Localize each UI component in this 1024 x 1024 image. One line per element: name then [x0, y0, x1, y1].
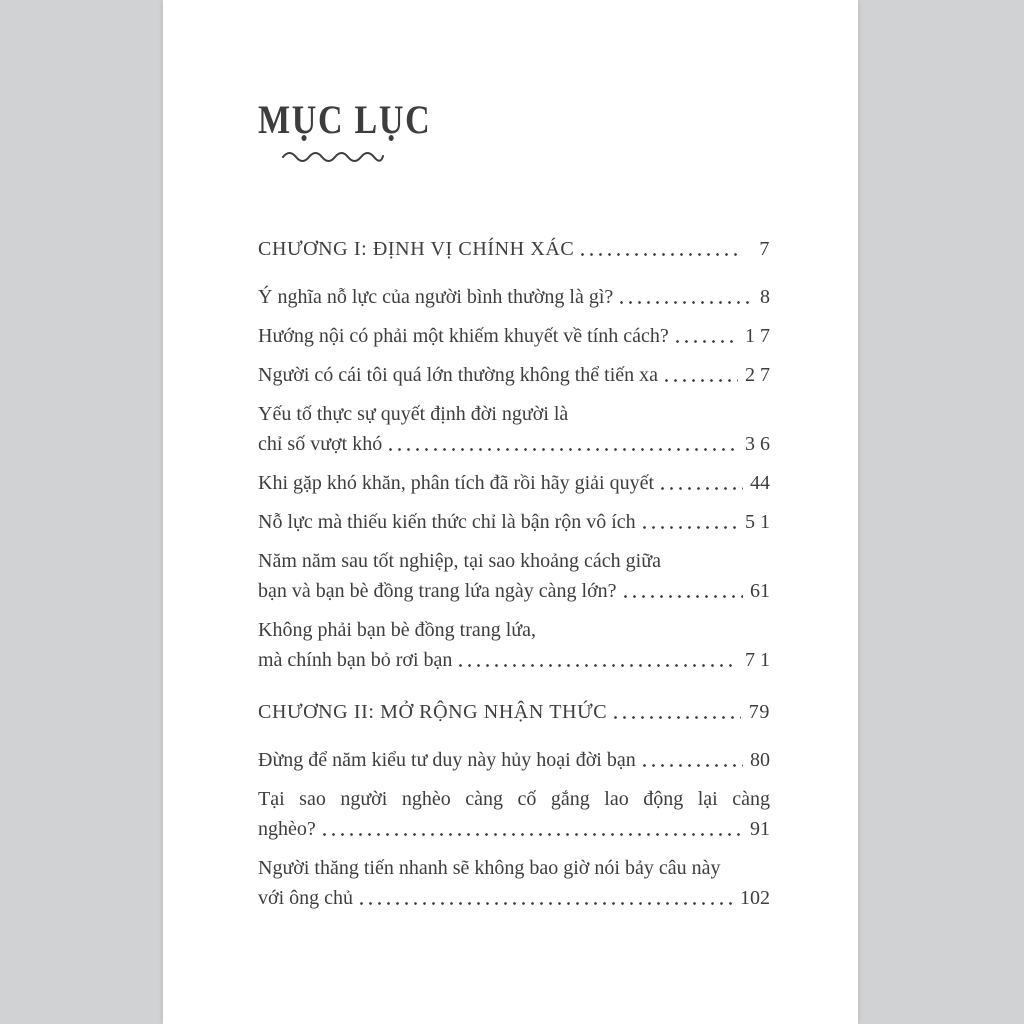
wavy-underline [280, 148, 386, 162]
dot-leader [621, 594, 743, 599]
dot-leader [611, 715, 741, 720]
page-number: 1 7 [745, 325, 770, 347]
toc-entry-text: Đừng để năm kiểu tư duy này hủy hoại đời bạn [258, 749, 636, 771]
toc-entry-last-line [258, 429, 770, 459]
toc-entry [258, 360, 770, 390]
toc-entry-last-line [258, 282, 770, 312]
toc-entry-last-line [258, 321, 770, 351]
toc-section-2 [258, 697, 770, 913]
chapter-heading [258, 234, 770, 264]
page-number: 3 6 [745, 433, 770, 455]
dot-leader [357, 901, 733, 906]
toc-entry-text: mà chính bạn bỏ rơi bạn [258, 649, 453, 671]
toc-entry [258, 784, 770, 844]
toc-entry-text: bạn và bạn bè đồng trang lứa ngày càng lớn? [258, 580, 617, 602]
toc-entry-line: Yếu tố thực sự quyết định đời người là [258, 403, 569, 425]
toc-entry-line: Tại sao người nghèo càng cố gắng lao động lại càng [258, 788, 770, 810]
page-number: 2 7 [745, 364, 770, 386]
dot-leader [658, 486, 743, 491]
toc-content [258, 98, 770, 922]
toc-entry-text: Ý nghĩa nỗ lực của người bình thường là gì? [258, 286, 614, 308]
chapter-title: CHƯƠNG II: MỞ RỘNG NHẬN THỨC [258, 701, 608, 723]
toc-entry-text: Nỗ lực mà thiếu kiến thức chỉ là bận rộn vô ích [258, 511, 636, 533]
toc-entry-last-line [258, 507, 770, 537]
dot-leader [640, 525, 738, 530]
toc-entry-last-line [258, 576, 770, 606]
toc-section-1 [258, 234, 770, 675]
toc-entry-last-line [258, 645, 770, 675]
page-number: 91 [750, 818, 770, 840]
toc-entry-last-line [258, 883, 770, 913]
toc-entry [258, 615, 770, 675]
chapter-heading [258, 697, 770, 727]
toc-entry-last-line [258, 745, 770, 775]
dot-leader [640, 763, 743, 768]
page-title: MỤC LỤC [258, 97, 432, 142]
toc-entry-last-line [258, 814, 770, 844]
toc-entry [258, 468, 770, 498]
toc-entry-line: Người thăng tiến nhanh sẽ không bao giờ nói bảy câu này [258, 857, 721, 879]
toc-entry-last-line [258, 360, 770, 390]
page-number: 5 1 [745, 511, 770, 533]
page-number: 102 [740, 887, 770, 909]
toc-entry-text: chỉ số vượt khó [258, 433, 383, 455]
dot-leader [320, 832, 743, 837]
dot-leader [662, 378, 738, 383]
toc-entry [258, 399, 770, 459]
page-number: 7 1 [745, 649, 770, 671]
page-number: 61 [750, 580, 770, 602]
dot-leader [386, 447, 738, 452]
toc-entry [258, 507, 770, 537]
page-number: 44 [750, 472, 770, 494]
toc-entry-text: Khi gặp khó khăn, phân tích đã rồi hãy giải quyết [258, 472, 655, 494]
toc-entry [258, 745, 770, 775]
toc-entry [258, 546, 770, 606]
toc-entry-text: Người có cái tôi quá lớn thường không thể tiến xa [258, 364, 658, 386]
dot-leader [617, 300, 753, 305]
toc-entry-line: Năm năm sau tốt nghiệp, tại sao khoảng cách giữa [258, 550, 661, 572]
toc-entry [258, 321, 770, 351]
chapter-page-number: 7 [759, 238, 770, 260]
toc-entry-text: Hướng nội có phải một khiếm khuyết về tính cách? [258, 325, 669, 347]
chapter-page-number: 79 [748, 701, 770, 723]
dot-leader [673, 339, 738, 344]
dot-leader [456, 663, 738, 668]
page-number: 80 [750, 749, 770, 771]
toc-entry-text: với ông chủ [258, 887, 354, 909]
dot-leader [578, 252, 741, 257]
toc-entry-last-line [258, 468, 770, 498]
toc-entry-text: nghèo? [258, 818, 316, 840]
chapter-title: CHƯƠNG I: ĐỊNH VỊ CHÍNH XÁC [258, 238, 575, 260]
toc-entry [258, 282, 770, 312]
page-number: 8 [760, 286, 770, 308]
toc-entry [258, 853, 770, 913]
book-page [163, 0, 858, 1024]
toc-entry-line: Không phải bạn bè đồng trang lứa, [258, 619, 536, 641]
table-of-contents [258, 234, 770, 913]
